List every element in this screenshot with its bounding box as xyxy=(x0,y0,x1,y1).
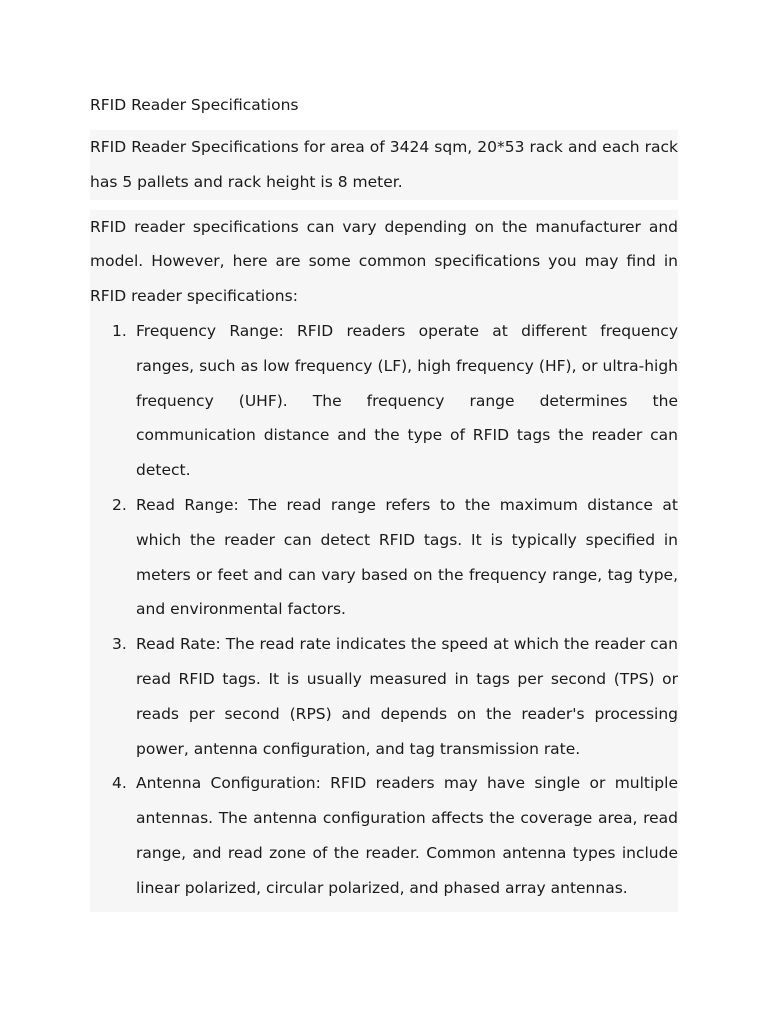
lead-paragraph: RFID reader specifications can vary depending on the manufacturer and model. However, here are some common specifications you may find in RFID reader specifications: xyxy=(90,217,678,306)
list-item-number: 2. xyxy=(112,495,127,514)
list-item xyxy=(112,488,678,627)
list-item xyxy=(112,314,678,488)
list-item-text: Antenna Configuration: RFID readers may have single or multiple antennas. The antenna configuration affects the coverage area, read range, and read zone of the reader. Common antenna types include linear polarized, circular polarized, and phased array antennas. xyxy=(136,774,678,897)
intro-paragraph: RFID Reader Specifications for area of 3424 sqm, 20*53 rack and each rack has 5 pallets and rack height is 8 meter. xyxy=(90,130,678,200)
list-item xyxy=(112,766,678,905)
document-page xyxy=(90,90,678,912)
list-item-number: 4. xyxy=(112,774,127,793)
list-item-number: 3. xyxy=(112,635,127,654)
document-title: RFID Reader Specifications xyxy=(90,96,299,114)
list-item-number: 1. xyxy=(112,321,127,340)
list-item-text: Read Range: The read range refers to the maximum distance at which the reader can detect RFID tags. It is typically specified in meters or feet and can vary based on the frequency range, tag type, and environmental factors. xyxy=(136,495,678,619)
list-item xyxy=(112,627,678,766)
response-block xyxy=(90,210,678,912)
list-item-text: Frequency Range: RFID readers operate at different frequency ranges, such as low frequency (LF), high frequency (HF), or ultra-high frequency (UHF). The frequency range determines the communication distance and the type of RFID tags the reader can detect. xyxy=(136,321,678,480)
spec-list xyxy=(90,314,678,906)
list-item-text: Read Rate: The read rate indicates the speed at which the reader can read RFID tags. It is usually measured in tags per second (TPS) or reads per second (RPS) and depends on the reader's processing power, antenna configuration, and tag transmission rate. xyxy=(136,635,678,758)
